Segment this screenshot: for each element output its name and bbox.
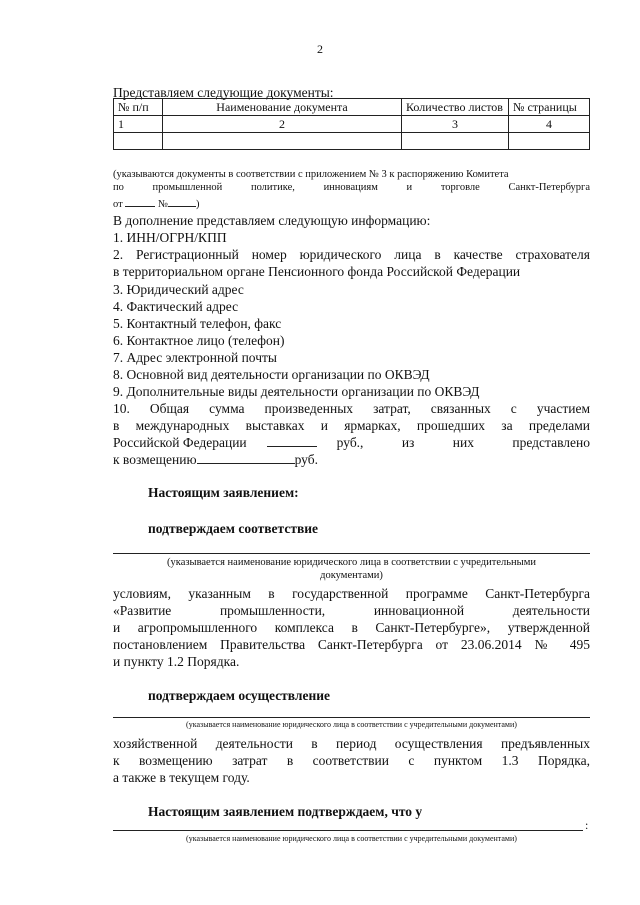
statement-heading: Настоящим заявлением: [148,485,299,500]
table-header-cell: № страницы [509,99,590,116]
table-note-line2: по промышленной политике, инновациям и торговле Санкт-Петербурга [113,182,590,193]
note-from: от [113,199,123,210]
note-number: № [157,199,168,210]
list-item: 4. Фактический адрес [113,299,239,314]
list-item: в территориальном органе Пенсионного фонда Российской Федерации [113,264,521,279]
table-cell [114,133,163,150]
item10-line1: 10. Общая сумма произведенных затрат, связанных с участием [113,401,590,416]
table-cell [402,133,509,150]
documents-table [113,98,590,150]
table-cell [163,133,402,150]
list-item: 9. Дополнительные виды деятельности организации по ОКВЭД [113,384,480,399]
para1-line: условиям, указанным в государственной программе Санкт-Петербурга [113,586,590,601]
list-item: 1. ИНН/ОГРН/КПП [113,230,227,245]
para1-line: и пункту 1.2 Порядка. [113,654,240,669]
date-blank [125,194,155,207]
item10-reimburse: к возмещению [113,452,197,467]
company-name-line [113,553,590,554]
list-item: 6. Контактное лицо (телефон) [113,333,285,348]
caption-line: (указывается наименование юридического лица в соответствии с учредительными [167,557,536,568]
item10-rub-end: руб. [294,452,318,467]
table-header-row [114,99,590,116]
confirmation-heading: Настоящим заявлением подтверждаем, что у [148,804,423,819]
table-cell: 4 [509,116,590,133]
company-name-caption: (указывается наименование юридического лица в соответствии с учредительными документами) [186,834,517,843]
note-close: ) [195,199,200,210]
table-header-cell: Количество листов [402,99,509,116]
number-blank [168,194,196,207]
reimburse-amount-blank [197,451,295,464]
table-header-cell: Наименование документа [163,99,402,116]
table-cell: 1 [114,116,163,133]
caption-line: документами) [320,570,383,581]
company-name-caption [113,556,590,582]
table-row [114,133,590,150]
company-name-caption: (указывается наименование юридического лица в соответствии с учредительными документами) [186,720,517,729]
table-row [114,116,590,133]
para2-line: а также в текущем году. [113,770,250,785]
company-name-line [113,830,583,831]
page-number: 2 [317,42,323,56]
item10-line4 [113,451,590,468]
table-note-line3 [113,194,590,211]
intro-text: Представляем следующие документы: [113,85,334,100]
item10-rub [337,434,590,451]
list-item: 2. Регистрационный номер юридического лица в качестве страхователя [113,247,590,262]
list-item: 3. Юридический адрес [113,282,244,297]
line-end-mark: : [585,818,589,832]
compliance-heading: подтверждаем соответствие [148,521,319,536]
item10-line3 [113,434,590,451]
list-item: 7. Адрес электронной почты [113,350,277,365]
item10-rub-text: руб., из них представлено [336,435,590,450]
list-item: 5. Контактный телефон, факс [113,316,282,331]
company-name-line [113,717,590,718]
additional-info-heading: В дополнение представляем следующую информацию: [113,213,431,228]
list-item: 8. Основной вид деятельности организации по ОКВЭД [113,367,430,382]
para1-line: и агропромышленного комплекса в Санкт-Петербурге», утвержденной [113,620,590,635]
para2-line: к возмещению затрат в соответствии с пунктом 1.3 Порядка, [113,753,590,768]
table-cell: 2 [163,116,402,133]
para1-line: постановлением Правительства Санкт-Петербурга от 23.06.2014 № 495 [113,637,590,652]
table-cell: 3 [402,116,509,133]
table-header-cell: № п/п [114,99,163,116]
total-amount-blank [267,434,317,447]
activity-heading: подтверждаем осуществление [148,688,331,703]
para2-line: хозяйственной деятельности в период осуществления предъявленных [113,736,590,751]
table-cell [509,133,590,150]
item10-line2: в международных выставках и ярмарках, прошедших за пределами [113,418,590,433]
item10-country: Российской Федерации [113,435,247,450]
para1-line: «Развитие промышленности, инновационной деятельности [113,603,590,618]
table-note-line1: (указываются документы в соответствии с приложением № 3 к распоряжению Комитета [113,169,509,180]
